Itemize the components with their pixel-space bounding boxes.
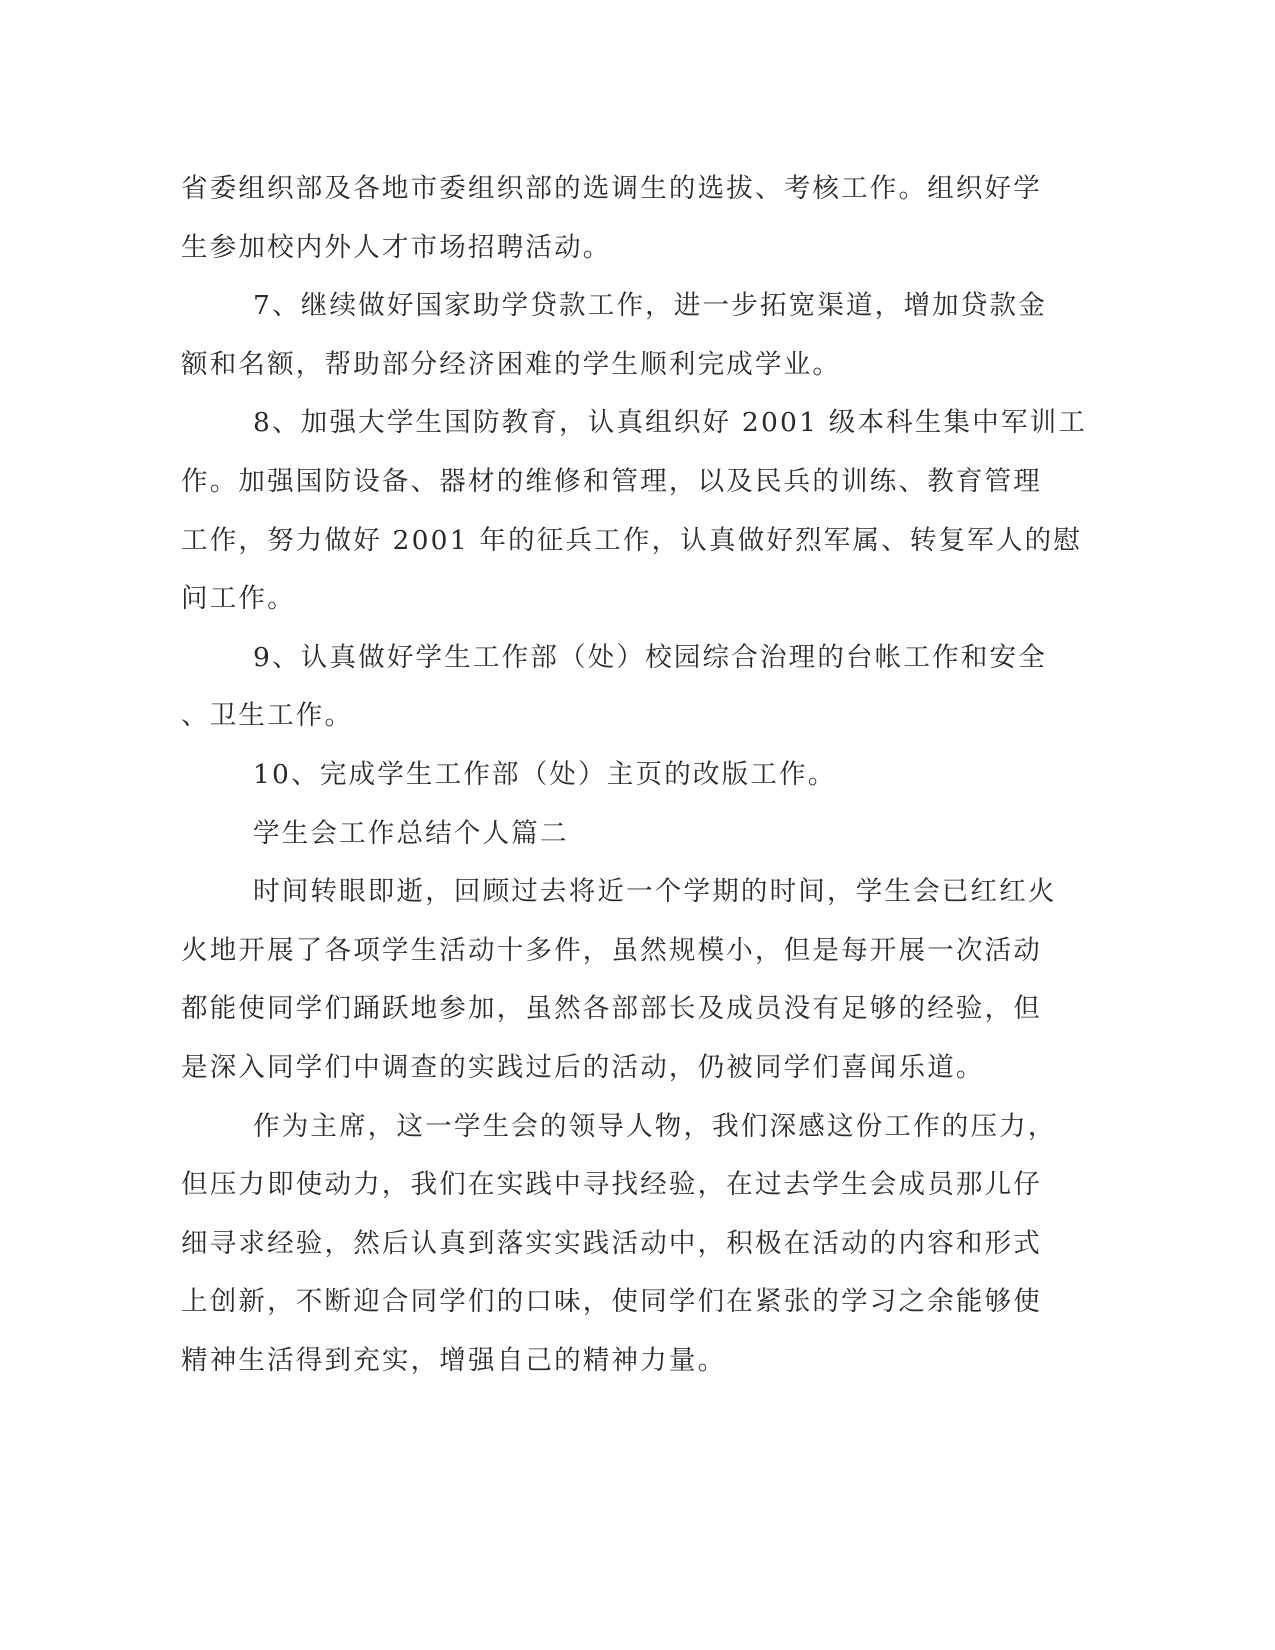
text-line: 问工作。 xyxy=(181,583,296,615)
text-line: 都能使同学们踊跃地参加，虽然各部部长及成员没有足够的经验，但 xyxy=(181,993,1042,1025)
list-item-9: 9、认真做好学生工作部（处）校园综合治理的台帐工作和安全 xyxy=(253,641,1047,673)
text-line: 上创新，不断迎合同学们的口味，使同学们在紧张的学习之余能够使 xyxy=(181,1286,1042,1318)
text-line: 、卫生工作。 xyxy=(181,700,354,732)
list-item-10: 10、完成学生工作部（处）主页的改版工作。 xyxy=(253,758,837,790)
text-line: 作。加强国防设备、器材的维修和管理，以及民兵的训练、教育管理 xyxy=(181,465,1042,497)
text-line: 火地开展了各项学生活动十多件，虽然规模小，但是每开展一次活动 xyxy=(181,934,1042,966)
text-line: 额和名额，帮助部分经济困难的学生顺利完成学业。 xyxy=(181,348,842,380)
paragraph-start: 作为主席，这一学生会的领导人物，我们深感这份工作的压力， xyxy=(253,1110,1057,1142)
text-line: 工作，努力做好 2001 年的征兵工作，认真做好烈军属、转复军人的慰 xyxy=(181,524,1083,556)
text-line: 省委组织部及各地市委组织部的选调生的选拔、考核工作。组织好学 xyxy=(181,173,1042,204)
paragraph-start: 时间转眼即逝，回顾过去将近一个学期的时间，学生会已红红火 xyxy=(253,876,1057,908)
text-line: 是深入同学们中调查的实践过后的活动，仍被同学们喜闻乐道。 xyxy=(181,1051,985,1083)
text-line: 但压力即使动力，我们在实践中寻找经验，在过去学生会成员那儿仔 xyxy=(181,1169,1042,1201)
text-line: 细寻求经验，然后认真到落实实践活动中，积极在活动的内容和形式 xyxy=(181,1227,1042,1259)
section-heading: 学生会工作总结个人篇二 xyxy=(253,817,569,849)
document-body xyxy=(181,160,1088,1390)
list-item-8: 8、加强大学生国防教育，认真组织好 2001 级本科生集中军训工 xyxy=(253,407,1088,439)
list-item-7: 7、继续做好国家助学贷款工作，进一步拓宽渠道，增加贷款金 xyxy=(253,290,1047,322)
text-line: 生参加校内外人才市场招聘活动。 xyxy=(181,231,612,263)
text-line: 精神生活得到充实，增强自己的精神力量。 xyxy=(181,1344,727,1376)
